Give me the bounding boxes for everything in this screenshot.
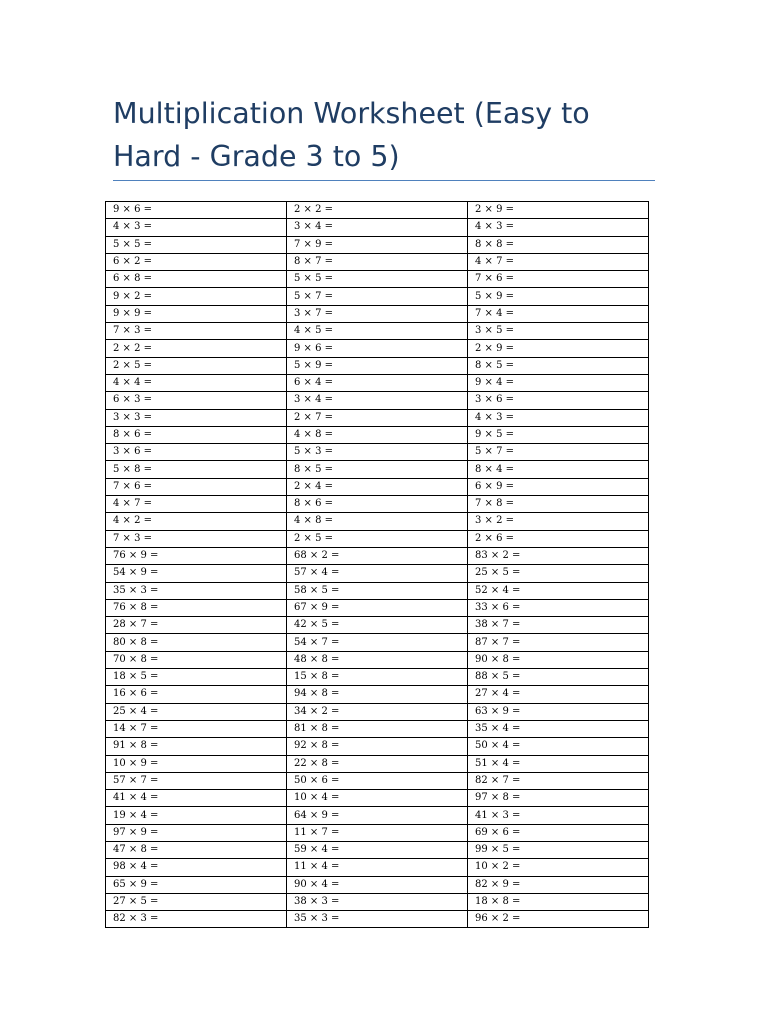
problem-cell: 19 × 4 = xyxy=(106,807,287,824)
problem-cell: 3 × 6 = xyxy=(468,392,649,409)
table-row xyxy=(106,565,649,582)
table-row xyxy=(106,703,649,720)
problem-cell: 9 × 6 = xyxy=(106,202,287,219)
problem-cell: 18 × 5 = xyxy=(106,669,287,686)
title-underline xyxy=(113,180,655,181)
problem-cell: 2 × 6 = xyxy=(468,530,649,547)
problem-cell: 9 × 4 = xyxy=(468,374,649,391)
problem-cell: 54 × 9 = xyxy=(106,565,287,582)
problem-cell: 9 × 6 = xyxy=(287,340,468,357)
problem-cell: 5 × 7 = xyxy=(468,444,649,461)
table-row xyxy=(106,876,649,893)
problem-cell: 59 × 4 = xyxy=(287,841,468,858)
problem-cell: 50 × 6 = xyxy=(287,772,468,789)
problem-cell: 57 × 7 = xyxy=(106,772,287,789)
problem-cell: 50 × 4 = xyxy=(468,738,649,755)
problem-cell: 3 × 3 = xyxy=(106,409,287,426)
problem-cell: 2 × 2 = xyxy=(287,202,468,219)
problem-cell: 5 × 5 = xyxy=(287,271,468,288)
table-row xyxy=(106,288,649,305)
problem-cell: 76 × 9 = xyxy=(106,547,287,564)
table-row xyxy=(106,859,649,876)
problem-cell: 10 × 2 = xyxy=(468,859,649,876)
problem-cell: 5 × 3 = xyxy=(287,444,468,461)
problem-cell: 4 × 3 = xyxy=(106,219,287,236)
problem-cell: 7 × 9 = xyxy=(287,236,468,253)
table-row xyxy=(106,357,649,374)
problem-cell: 9 × 2 = xyxy=(106,288,287,305)
table-row xyxy=(106,202,649,219)
problem-cell: 58 × 5 = xyxy=(287,582,468,599)
problem-cell: 80 × 8 = xyxy=(106,634,287,651)
problem-cell: 8 × 8 = xyxy=(468,236,649,253)
problem-cell: 4 × 8 = xyxy=(287,426,468,443)
problem-cell: 2 × 2 = xyxy=(106,340,287,357)
table-row xyxy=(106,444,649,461)
problem-cell: 88 × 5 = xyxy=(468,669,649,686)
problem-cell: 8 × 7 = xyxy=(287,253,468,270)
table-row xyxy=(106,634,649,651)
problem-cell: 68 × 2 = xyxy=(287,547,468,564)
table-row xyxy=(106,547,649,564)
table-row xyxy=(106,253,649,270)
problem-cell: 82 × 3 = xyxy=(106,911,287,928)
problem-cell: 6 × 8 = xyxy=(106,271,287,288)
problem-cell: 4 × 7 = xyxy=(468,253,649,270)
table-row xyxy=(106,669,649,686)
problem-cell: 9 × 9 = xyxy=(106,305,287,322)
problem-cell: 82 × 7 = xyxy=(468,772,649,789)
problem-cell: 27 × 4 = xyxy=(468,686,649,703)
problem-cell: 6 × 4 = xyxy=(287,374,468,391)
problem-cell: 47 × 8 = xyxy=(106,841,287,858)
problem-cell: 3 × 4 = xyxy=(287,219,468,236)
problem-cell: 4 × 5 = xyxy=(287,323,468,340)
table-row xyxy=(106,219,649,236)
problem-cell: 6 × 9 = xyxy=(468,478,649,495)
problem-cell: 3 × 6 = xyxy=(106,444,287,461)
problem-cell: 54 × 7 = xyxy=(287,634,468,651)
table-row xyxy=(106,236,649,253)
problem-cell: 7 × 6 = xyxy=(468,271,649,288)
problem-cell: 65 × 9 = xyxy=(106,876,287,893)
table-row xyxy=(106,790,649,807)
table-row xyxy=(106,617,649,634)
table-row xyxy=(106,323,649,340)
problem-cell: 42 × 5 = xyxy=(287,617,468,634)
problem-cell: 97 × 9 = xyxy=(106,824,287,841)
page-title: Multiplication Worksheet (Easy to Hard - Grade 3 to 5) xyxy=(113,97,590,173)
problem-cell: 38 × 3 = xyxy=(287,893,468,910)
problem-cell: 4 × 2 = xyxy=(106,513,287,530)
table-row xyxy=(106,426,649,443)
table-row xyxy=(106,496,649,513)
problem-cell: 2 × 5 = xyxy=(287,530,468,547)
problem-cell: 67 × 9 = xyxy=(287,599,468,616)
problem-cell: 9 × 5 = xyxy=(468,426,649,443)
problem-cell: 5 × 9 = xyxy=(468,288,649,305)
problem-cell: 5 × 8 = xyxy=(106,461,287,478)
problem-cell: 34 × 2 = xyxy=(287,703,468,720)
problem-cell: 4 × 3 = xyxy=(468,219,649,236)
problem-cell: 2 × 4 = xyxy=(287,478,468,495)
problem-cell: 96 × 2 = xyxy=(468,911,649,928)
problem-cell: 11 × 7 = xyxy=(287,824,468,841)
problem-cell: 3 × 2 = xyxy=(468,513,649,530)
problem-cell: 70 × 8 = xyxy=(106,651,287,668)
problem-cell: 7 × 6 = xyxy=(106,478,287,495)
table-row xyxy=(106,893,649,910)
problem-cell: 10 × 4 = xyxy=(287,790,468,807)
problem-cell: 22 × 8 = xyxy=(287,755,468,772)
problem-cell: 38 × 7 = xyxy=(468,617,649,634)
problem-cell: 83 × 2 = xyxy=(468,547,649,564)
problem-cell: 5 × 5 = xyxy=(106,236,287,253)
problems-table xyxy=(105,201,649,928)
table-row xyxy=(106,686,649,703)
problem-cell: 15 × 8 = xyxy=(287,669,468,686)
table-row xyxy=(106,807,649,824)
problem-cell: 14 × 7 = xyxy=(106,720,287,737)
problem-cell: 10 × 9 = xyxy=(106,755,287,772)
table-row xyxy=(106,738,649,755)
problem-cell: 33 × 6 = xyxy=(468,599,649,616)
problem-cell: 94 × 8 = xyxy=(287,686,468,703)
problem-cell: 8 × 6 = xyxy=(287,496,468,513)
table-row xyxy=(106,841,649,858)
problem-cell: 92 × 8 = xyxy=(287,738,468,755)
problem-cell: 28 × 7 = xyxy=(106,617,287,634)
problem-cell: 81 × 8 = xyxy=(287,720,468,737)
problem-cell: 3 × 7 = xyxy=(287,305,468,322)
problem-cell: 35 × 4 = xyxy=(468,720,649,737)
problem-cell: 3 × 5 = xyxy=(468,323,649,340)
problem-cell: 8 × 6 = xyxy=(106,426,287,443)
table-row xyxy=(106,340,649,357)
table-row xyxy=(106,409,649,426)
problem-cell: 2 × 9 = xyxy=(468,340,649,357)
table-row xyxy=(106,392,649,409)
problem-cell: 2 × 5 = xyxy=(106,357,287,374)
problem-cell: 4 × 7 = xyxy=(106,496,287,513)
table-row xyxy=(106,824,649,841)
problem-cell: 2 × 9 = xyxy=(468,202,649,219)
table-row xyxy=(106,599,649,616)
problem-cell: 57 × 4 = xyxy=(287,565,468,582)
problem-cell: 25 × 4 = xyxy=(106,703,287,720)
table-row xyxy=(106,478,649,495)
table-row xyxy=(106,755,649,772)
table-row xyxy=(106,461,649,478)
problem-cell: 16 × 6 = xyxy=(106,686,287,703)
problem-cell: 91 × 8 = xyxy=(106,738,287,755)
table-row xyxy=(106,720,649,737)
problem-cell: 64 × 9 = xyxy=(287,807,468,824)
problem-cell: 6 × 2 = xyxy=(106,253,287,270)
table-row xyxy=(106,530,649,547)
problem-cell: 41 × 4 = xyxy=(106,790,287,807)
problem-cell: 8 × 5 = xyxy=(468,357,649,374)
problem-cell: 4 × 4 = xyxy=(106,374,287,391)
table-row xyxy=(106,305,649,322)
problem-cell: 99 × 5 = xyxy=(468,841,649,858)
problem-cell: 5 × 7 = xyxy=(287,288,468,305)
problem-cell: 7 × 3 = xyxy=(106,323,287,340)
table-row xyxy=(106,911,649,928)
table-row xyxy=(106,582,649,599)
problem-cell: 41 × 3 = xyxy=(468,807,649,824)
table-row xyxy=(106,513,649,530)
problem-cell: 87 × 7 = xyxy=(468,634,649,651)
problems-table-body xyxy=(106,202,649,928)
problem-cell: 8 × 5 = xyxy=(287,461,468,478)
problem-cell: 7 × 4 = xyxy=(468,305,649,322)
problem-cell: 6 × 3 = xyxy=(106,392,287,409)
problem-cell: 4 × 3 = xyxy=(468,409,649,426)
problem-cell: 7 × 3 = xyxy=(106,530,287,547)
problem-cell: 82 × 9 = xyxy=(468,876,649,893)
problem-cell: 63 × 9 = xyxy=(468,703,649,720)
table-row xyxy=(106,271,649,288)
problem-cell: 35 × 3 = xyxy=(287,911,468,928)
problem-cell: 76 × 8 = xyxy=(106,599,287,616)
table-row xyxy=(106,651,649,668)
problem-cell: 90 × 4 = xyxy=(287,876,468,893)
problem-cell: 4 × 8 = xyxy=(287,513,468,530)
problem-cell: 3 × 4 = xyxy=(287,392,468,409)
problem-cell: 52 × 4 = xyxy=(468,582,649,599)
problem-cell: 51 × 4 = xyxy=(468,755,649,772)
problem-cell: 90 × 8 = xyxy=(468,651,649,668)
problem-cell: 48 × 8 = xyxy=(287,651,468,668)
problem-cell: 7 × 8 = xyxy=(468,496,649,513)
problem-cell: 69 × 6 = xyxy=(468,824,649,841)
problem-cell: 97 × 8 = xyxy=(468,790,649,807)
problem-cell: 18 × 8 = xyxy=(468,893,649,910)
problem-cell: 2 × 7 = xyxy=(287,409,468,426)
problem-cell: 8 × 4 = xyxy=(468,461,649,478)
table-row xyxy=(106,374,649,391)
problem-cell: 25 × 5 = xyxy=(468,565,649,582)
problem-cell: 5 × 9 = xyxy=(287,357,468,374)
table-row xyxy=(106,772,649,789)
problem-cell: 11 × 4 = xyxy=(287,859,468,876)
problem-cell: 35 × 3 = xyxy=(106,582,287,599)
problem-cell: 98 × 4 = xyxy=(106,859,287,876)
problem-cell: 27 × 5 = xyxy=(106,893,287,910)
